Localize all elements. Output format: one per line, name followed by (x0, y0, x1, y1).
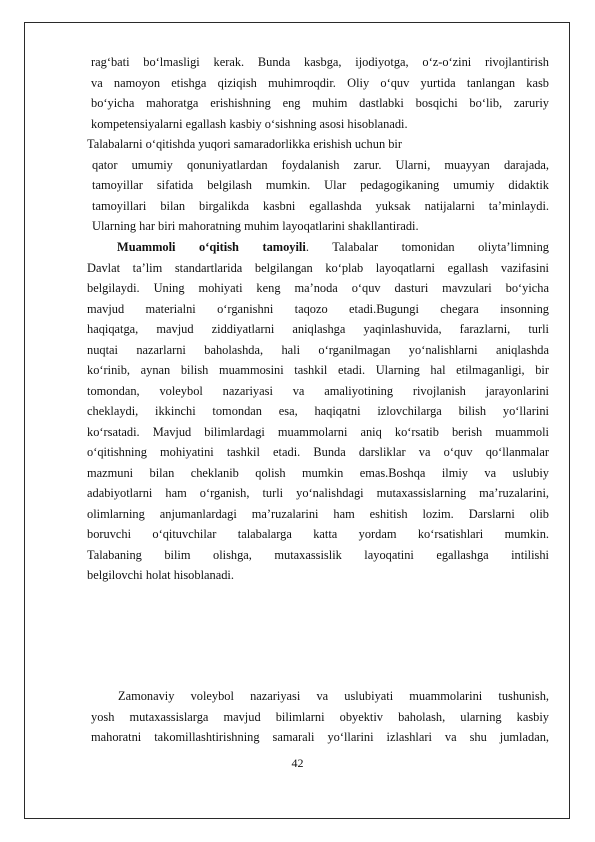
bold-term: Muammoli o‘qitish tamoyili (117, 240, 306, 254)
page-number: 42 (291, 756, 304, 770)
text-line: kompetensiyalarni egallash kasbiy o‘sishning asosi hisoblanadi. (91, 116, 408, 131)
text-line: mazmuni bilan cheklanib qolish mumkin emas.Boshqa ilmiy va uslubiy (87, 465, 549, 480)
paragraph-1 (91, 52, 549, 134)
text-line: mavjud materialni o‘rganishni taqozo etadi.Bugungi chegara insonning (87, 301, 549, 316)
text-line: Zamonaviy voleybol nazariyasi va uslubiyati muammolarini tushunish, (118, 689, 549, 703)
text-line: o‘qitishning mohiyatini tashkil etadi. Bunda darsliklar va o‘quv qo‘llanmalar (87, 445, 549, 459)
text-line: belgilovchi holat hisoblanadi. (87, 568, 234, 582)
text-line: ko‘rinib, aynan bilish muammosini tashkil etadi. Ularning hal etilmaganligi, bir (87, 363, 549, 377)
text-line: bo‘yicha mahoratga erishishning eng muhim dastlabki bosqichi bo‘lib, zaruriy (91, 96, 549, 110)
text-line: Talabaning bilim olishga, mutaxassislik layoqatini egallashga intilishi (87, 547, 549, 562)
text-line: belgilaydi. Uning mohiyati keng ma’noda o‘quv dasturi mavzulari bo‘yicha (87, 281, 549, 295)
text-line: cheklaydi, ikkinchi tomondan esa, haqiqatni izlovchilarga bilish yo‘llarini (87, 404, 549, 418)
text-span: . Talabalar tomonidan oliyta’limning (305, 240, 549, 254)
text-line-first (87, 237, 549, 258)
paragraph-3 (87, 237, 549, 586)
text-line: va namoyon etishga qiziqish muhimroqdir. Oliy o‘quv yurtida tanlangan kasb (91, 75, 549, 90)
text-line: rag‘bati bo‘lmasligi kerak. Bunda kasbga, ijodiyotga, o‘z-o‘zini rivojlantirish (91, 55, 549, 69)
text-line: tamoyillar sifatida belgilash mumkin. Ular pedagogikaning umumiy didaktik (92, 178, 549, 192)
text-line: tamoyillari bilan birgalikda kasbni egallashda yuksak natijalarni ta’minlaydi. (92, 198, 549, 213)
text-line: adabiyotlarni ham o‘rganish, turli yo‘nalishdagi mutaxassislarning ma’ruzalarini, (87, 486, 549, 500)
text-line: Davlat ta’lim standartlarida belgilangan ko‘plab layoqatlarni egallash vazifasini (87, 260, 549, 275)
text-line: ko‘rsatadi. Mavjud bilimlardagi muammolarni aniq ko‘rsatib berish muammoli (87, 424, 549, 439)
paragraph-4 (91, 686, 549, 748)
text-line: Ularning har biri mahoratning muhim layoqatlarini shakllantiradi. (92, 219, 419, 233)
text-line: mahoratni takomillashtirishning samarali yo‘llarini izlashlari va shu jumladan, (91, 730, 549, 744)
text-line: qator umumiy qonuniyatlardan foydalanish zarur. Ularni, muayyan darajada, (92, 157, 549, 172)
text-line: tomondan, voleybol nazariyasi va amaliyotining rivojlanish jarayonlarini (87, 383, 549, 398)
text-line: boruvchi o‘qituvchilar talabalarga katta yordam ko‘rsatishlari mumkin. (87, 527, 549, 541)
text-line: haqiqatga, mavjud ziddiyatlarni aniqlashga yaqinlashuvida, farazlarni, turli (87, 322, 549, 336)
text-line: Talabalarni o‘qitishda yuqori samaradorlikka erishish uchun bir (87, 137, 403, 151)
text-line: nuqtai nazarlarni baholashda, hali o‘rganilmagan yo‘nalishlarni aniqlashda (87, 342, 549, 357)
text-line: olimlarning anjumanlardagi ma’ruzalarini ham eshitish lozim. Darslarni olib (87, 506, 549, 521)
text-line: yosh mutaxassislarga mavjud bilimlarni obyektiv baholash, ularning kasbiy (91, 709, 549, 724)
paragraph-2 (87, 134, 549, 237)
